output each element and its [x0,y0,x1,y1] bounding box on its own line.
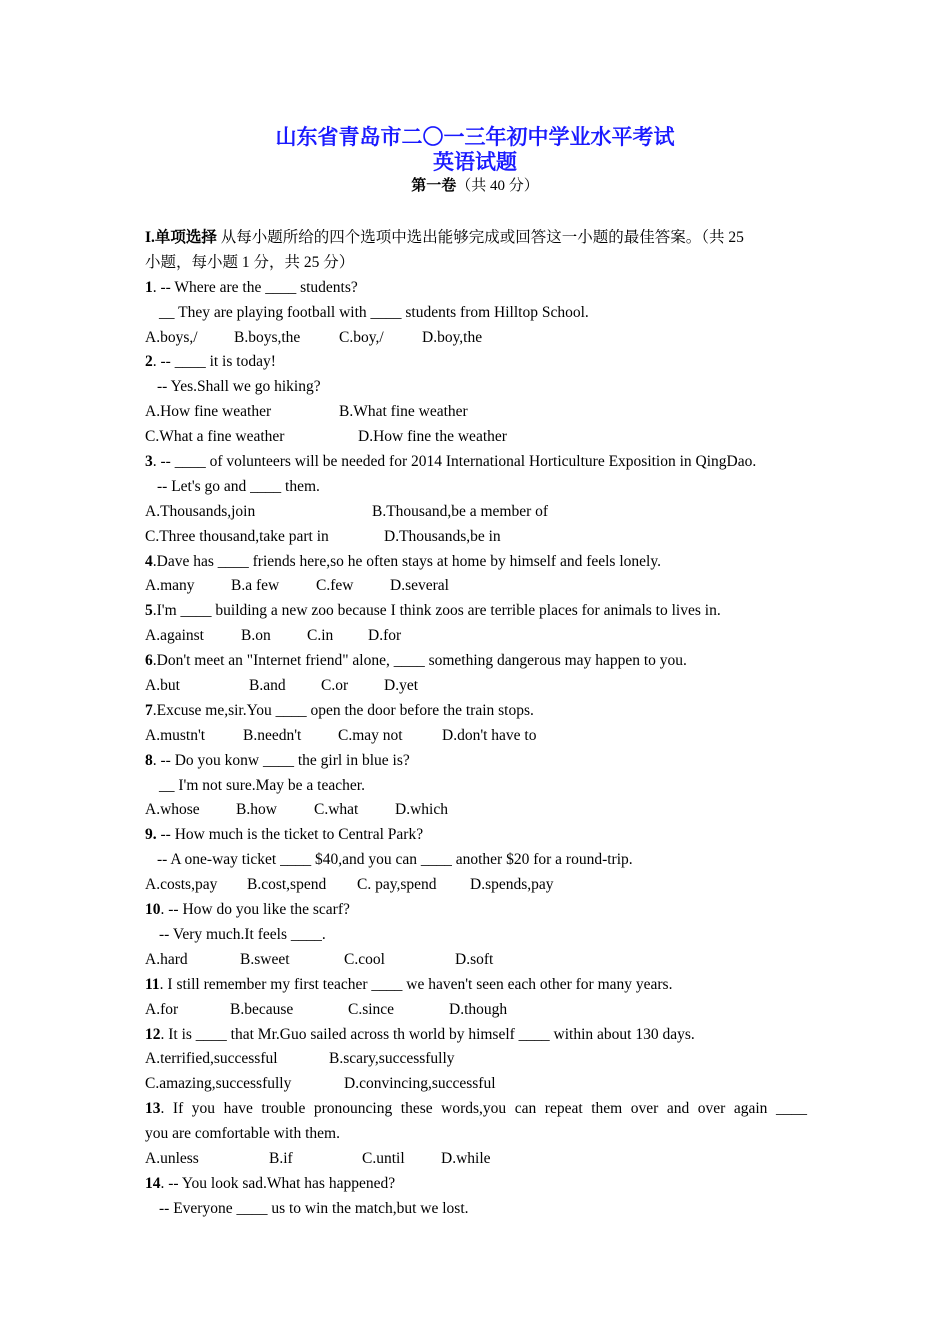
question-12-options-ab [145,1047,807,1072]
option-d[interactable]: D.though [449,1000,508,1018]
question-number: 6 [145,652,153,670]
question-text: . I still remember my first teacher ____ we haven't seen each other for many years. [159,975,673,993]
question-2-options-cd [145,425,807,450]
question-text: . It is ____ that Mr.Guo sailed across th world by himself ____ within about 130 days. [160,1025,695,1043]
option-c[interactable]: C.may not [338,726,403,744]
section-instruction-line1 [145,226,807,251]
question-1 [145,276,807,301]
option-a[interactable]: A.boys,/ [145,328,198,346]
section-instruction-line2: 小题，每小题 1 分，共 25 分） [145,253,355,271]
option-a[interactable]: A.against [145,627,204,645]
option-d[interactable]: D.How fine the weather [358,428,507,446]
question-number: 2 [145,353,153,371]
question-9 [145,823,807,848]
option-c[interactable]: C.what [314,801,359,819]
option-b[interactable]: B.on [241,627,271,645]
option-a[interactable]: A.but [145,677,180,695]
option-b[interactable]: B.What fine weather [339,403,468,421]
question-13-options [145,1147,807,1172]
question-11 [145,973,807,998]
option-b[interactable]: B.a few [231,577,280,595]
option-c[interactable]: C.until [362,1149,405,1167]
exam-subject-title: 英语试题 [433,150,517,174]
option-a[interactable]: A.hard [145,950,188,968]
option-c[interactable]: C.cool [344,950,385,968]
question-12-options-cd [145,1072,807,1097]
question-3-options-ab [145,500,807,525]
question-9-dialog: -- A one-way ticket ____ $40,and you can ____ another $20 for a round-trip. [157,851,633,869]
question-body [145,226,807,1222]
option-c[interactable]: C.in [307,627,334,645]
option-b[interactable]: B.how [236,801,277,819]
question-number: 14 [145,1174,161,1192]
question-text: . -- How do you like the scarf? [160,901,350,919]
part-heading-score: （共 40 分） [456,178,539,194]
question-5-options [145,624,807,649]
question-8 [145,749,807,774]
question-text: . -- Where are the ____ students? [152,278,358,296]
option-a[interactable]: A.terrified,successful [145,1050,278,1068]
question-text: -- How much is the ticket to Central Park? [156,826,424,844]
question-11-options [145,998,807,1023]
option-c[interactable]: C.boy,/ [339,328,384,346]
option-d[interactable]: D.yet [384,677,419,695]
option-a[interactable]: A.mustn't [145,726,206,744]
option-b[interactable]: B.Thousand,be a member of [372,502,549,520]
question-6 [145,649,807,674]
question-10-dialog: -- Very much.It feels ____. [159,925,326,943]
question-6-options [145,674,807,699]
question-3 [145,450,807,475]
question-14-dialog: -- Everyone ____ us to win the match,but we lost. [159,1199,469,1217]
option-d[interactable]: D.convincing,successful [344,1075,496,1093]
option-d[interactable]: D.boy,the [422,328,483,346]
section-instruction: 从每小题所给的四个选项中选出能够完成或回答这一小题的最佳答案。（共 25 [216,229,744,246]
question-1-options [145,326,807,351]
question-number: 11 [145,975,160,993]
question-1-dialog: __ They are playing football with ____ students from Hilltop School. [159,303,589,321]
option-b[interactable]: B.sweet [240,950,290,968]
option-b[interactable]: B.cost,spend [247,876,327,894]
question-13-continued: you are comfortable with them. [145,1125,340,1143]
question-text: . -- ____ it is today! [152,353,276,371]
section-head: I.单项选择 [145,229,217,246]
question-text: .I'm ____ building a new zoo because I think zoos are terrible places for animals to lives in. [152,602,721,620]
exam-title: 山东省青岛市二〇一三年初中学业水平考试 [275,125,675,149]
question-12 [145,1023,807,1048]
question-9-options [145,873,807,898]
option-a[interactable]: A.costs,pay [145,876,218,894]
option-b[interactable]: B.if [269,1149,293,1167]
option-d[interactable]: D.which [395,801,448,819]
option-a[interactable]: A.for [145,1000,179,1018]
question-10-options [145,948,807,973]
question-number: 4 [145,552,153,570]
question-text: .Excuse me,sir.You ____ open the door before the train stops. [152,701,534,719]
option-a[interactable]: A.How fine weather [145,403,272,421]
question-text: . If you have trouble pronouncing these words,you can repeat them over and over again ____ [160,1100,807,1118]
option-d[interactable]: D.don't have to [442,726,537,744]
question-2-dialog: -- Yes.Shall we go hiking? [157,378,321,396]
option-b[interactable]: B.needn't [243,726,302,744]
question-14 [145,1172,807,1197]
question-number: 13 [145,1100,161,1118]
option-c[interactable]: C.since [348,1000,395,1018]
option-b[interactable]: B.boys,the [234,328,301,346]
option-c[interactable]: C.What a fine weather [145,428,285,446]
question-4-options [145,574,807,599]
question-number: 1 [145,278,153,296]
option-c[interactable]: C.or [321,677,349,695]
question-number: 8 [145,751,153,769]
option-a[interactable]: A.many [145,577,195,595]
question-number: 5 [145,602,153,620]
option-c[interactable]: C.amazing,successfully [145,1075,292,1093]
option-d[interactable]: D.for [368,627,402,645]
question-7 [145,699,807,724]
question-2-options-ab [145,400,807,425]
option-d[interactable]: D.several [390,577,449,595]
question-number: 7 [145,701,153,719]
question-text: . -- Do you konw ____ the girl in blue is? [152,751,410,769]
question-8-options [145,798,807,823]
question-3-options-cd [145,525,807,550]
question-13 [145,1097,807,1122]
part-heading-bold: 第一卷 [411,178,457,194]
option-d[interactable]: D.while [441,1149,491,1167]
question-10 [145,898,807,923]
question-text: . -- ____ of volunteers will be needed for 2014 International Horticulture Exposition in QingDao. [152,453,757,471]
option-c[interactable]: C.Three thousand,take part in [145,527,329,545]
part-heading [0,176,950,196]
question-7-options [145,724,807,749]
option-d[interactable]: D.soft [455,950,494,968]
question-text: . -- You look sad.What has happened? [160,1174,396,1192]
question-number: 3 [145,453,153,471]
option-d[interactable]: D.Thousands,be in [384,527,501,545]
option-b[interactable]: B.and [249,677,286,695]
question-8-dialog: __ I'm not sure.May be a teacher. [159,776,365,794]
question-2 [145,350,807,375]
question-number: 10 [145,901,161,919]
question-4 [145,550,807,575]
question-text: .Don't meet an "Internet friend" alone, ____ something dangerous may happen to you. [152,652,687,670]
question-number: 12 [145,1025,161,1043]
option-c[interactable]: C. pay,spend [357,876,437,894]
option-a[interactable]: A.whose [145,801,200,819]
option-b[interactable]: B.scary,successfully [329,1050,455,1068]
option-c[interactable]: C.few [316,577,354,595]
question-number: 9. [145,826,157,844]
option-a[interactable]: A.Thousands,join [145,502,256,520]
question-3-dialog: -- Let's go and ____ them. [157,477,320,495]
option-a[interactable]: A.unless [145,1149,199,1167]
option-b[interactable]: B.because [230,1000,294,1018]
option-d[interactable]: D.spends,pay [470,876,554,894]
question-text: .Dave has ____ friends here,so he often stays at home by himself and feels lonely. [152,552,661,570]
question-5 [145,599,807,624]
